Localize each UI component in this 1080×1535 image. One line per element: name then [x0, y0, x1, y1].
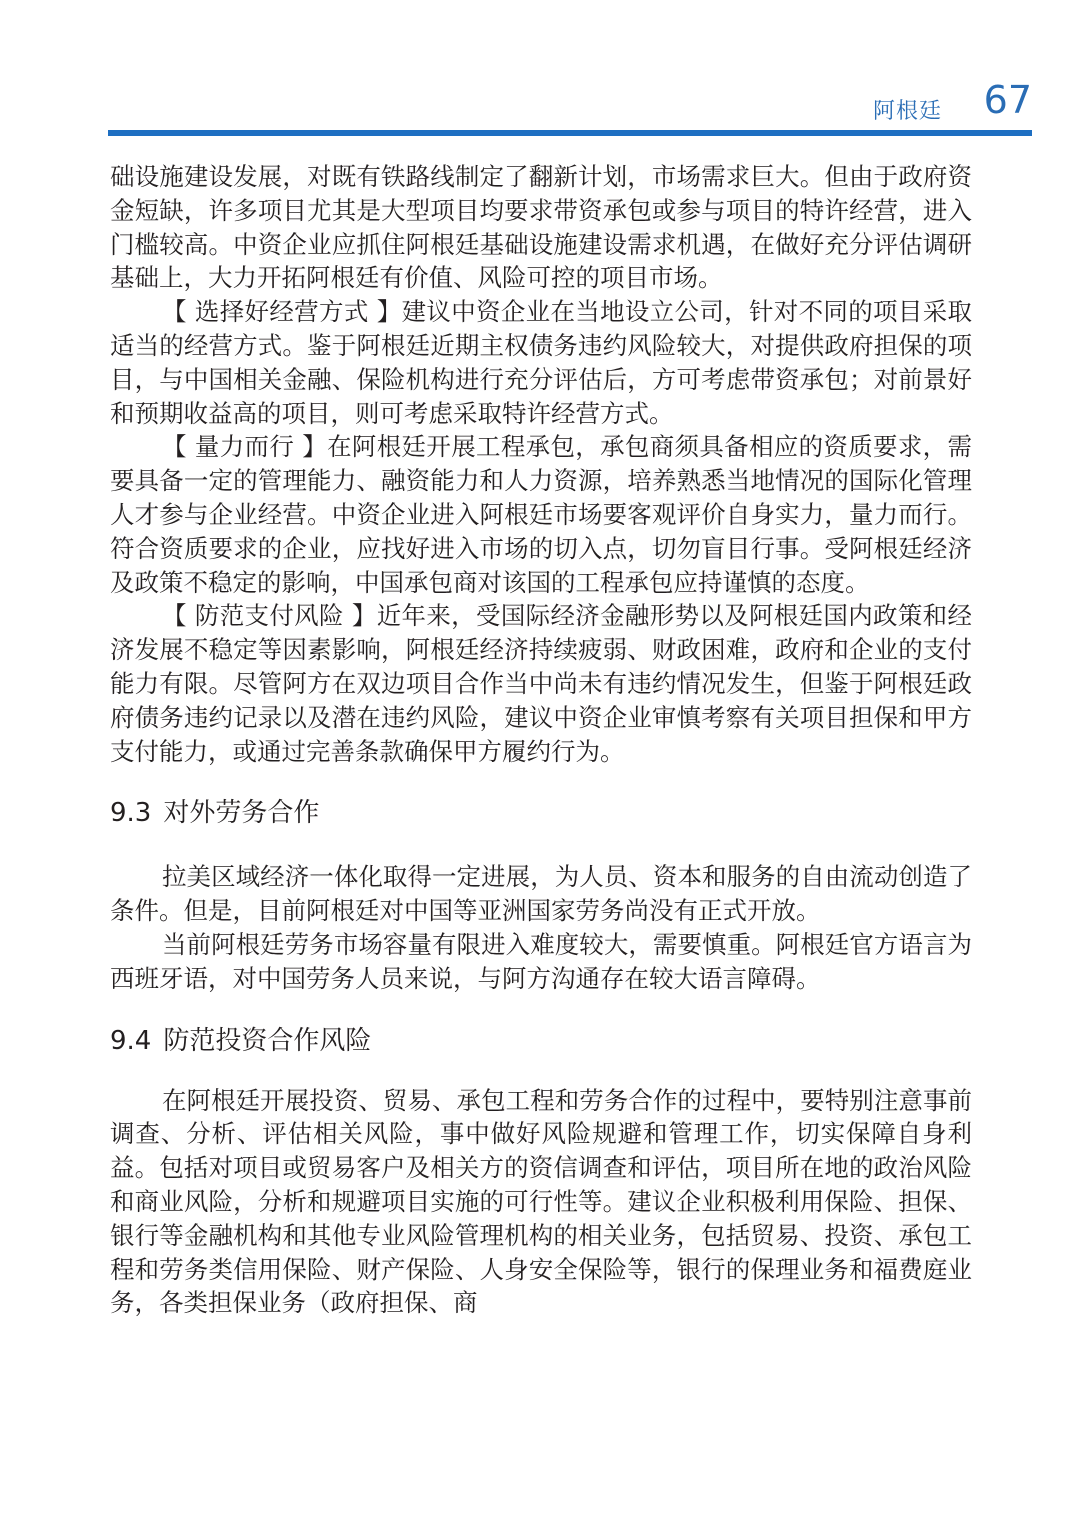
running-header	[108, 78, 1032, 130]
paragraph-capacity	[110, 430, 972, 599]
paragraph-payment-risk	[110, 599, 972, 768]
paragraph: 在阿根廷开展投资、贸易、承包工程和劳务合作的过程中，要特别注意事前调查、分析、评估相关风险，事中做好风险规避和管理工作，切实保障自身利益。包括对项目或贸易客户及相关方的资信调查和评估，项目所在地的政治风险和商业风险，分析和规避项目实施的可行性等。建议企业积极利用保险、担保、银行等金融机构和其他专业风险管理机构的相关业务，包括贸易、投资、承包工程和劳务类信用保险、财产保险、人身安全保险等，银行的保理业务和福费庭业务，各类担保业务（政府担保、商	[110, 1085, 972, 1318]
section-title: 防范投资合作风险	[163, 1025, 372, 1056]
section-heading-9-3	[110, 796, 972, 830]
paragraph-label: 【 选择好经营方式 】	[162, 297, 402, 327]
header-rule	[108, 130, 1032, 136]
paragraph-label: 【 量力而行 】	[162, 432, 328, 462]
section-number: 9.4	[110, 1025, 152, 1056]
page-body	[110, 160, 972, 1320]
paragraph-text: 近年来，受国际经济金融形势以及阿根廷国内政策和经济发展不稳定等因素影响，阿根廷经济持续疲弱、财政困难，政府和企业的支付能力有限。尽管阿方在双边项目合作当中尚未有违约情况发生，但鉴于阿根廷政府债务违约记录以及潜在违约风险，建议中资企业审慎考察有关项目担保和甲方支付能力，或通过完善条款确保甲方履约行为。	[110, 601, 972, 766]
paragraph-business-mode	[110, 295, 972, 430]
page-number: 67	[983, 78, 1032, 122]
paragraph-text: 在阿根廷开展工程承包，承包商须具备相应的资质要求，需要具备一定的管理能力、融资能力和人力资源，培养熟悉当地情况的国际化管理人才参与企业经营。中资企业进入阿根廷市场要客观评价自身实力，量力而行。符合资质要求的企业，应找好进入市场的切入点，切勿盲目行事。受阿根廷经济及政策不稳定的影响，中国承包商对该国的工程承包应持谨慎的态度。	[110, 432, 973, 597]
section-heading-9-4	[110, 1024, 972, 1058]
chapter-title: 阿根廷	[872, 99, 942, 124]
paragraph-label: 【 防范支付风险 】	[162, 601, 377, 631]
paragraph-continued: 础设施建设发展，对既有铁路线制定了翻新计划，市场需求巨大。但由于政府资金短缺，许多项目尤其是大型项目均要求带资承包或参与项目的特许经营，进入门槛较高。中资企业应抓住阿根廷基础设施建设需求机遇，在做好充分评估调研基础上，大力开拓阿根廷有价值、风险可控的项目市场。	[110, 162, 972, 293]
paragraph: 当前阿根廷劳务市场容量有限进入难度较大，需要慎重。阿根廷官方语言为西班牙语，对中国劳务人员来说，与阿方沟通存在较大语言障碍。	[110, 929, 972, 993]
section-number: 9.3	[110, 798, 152, 829]
section-title: 对外劳务合作	[163, 798, 320, 829]
paragraph-text: 建议中资企业在当地设立公司，针对不同的项目采取适当的经营方式。鉴于阿根廷近期主权债务违约风险较大，对提供政府担保的项目，与中国相关金融、保险机构进行充分评估后，方可考虑带资承包；对前景好和预期收益高的项目，则可考虑采取特许经营方式。	[110, 297, 973, 428]
paragraph: 拉美区域经济一体化取得一定进展，为人员、资本和服务的自由流动创造了条件。但是，目前阿根廷对中国等亚洲国家劳务尚没有正式开放。	[110, 862, 972, 926]
